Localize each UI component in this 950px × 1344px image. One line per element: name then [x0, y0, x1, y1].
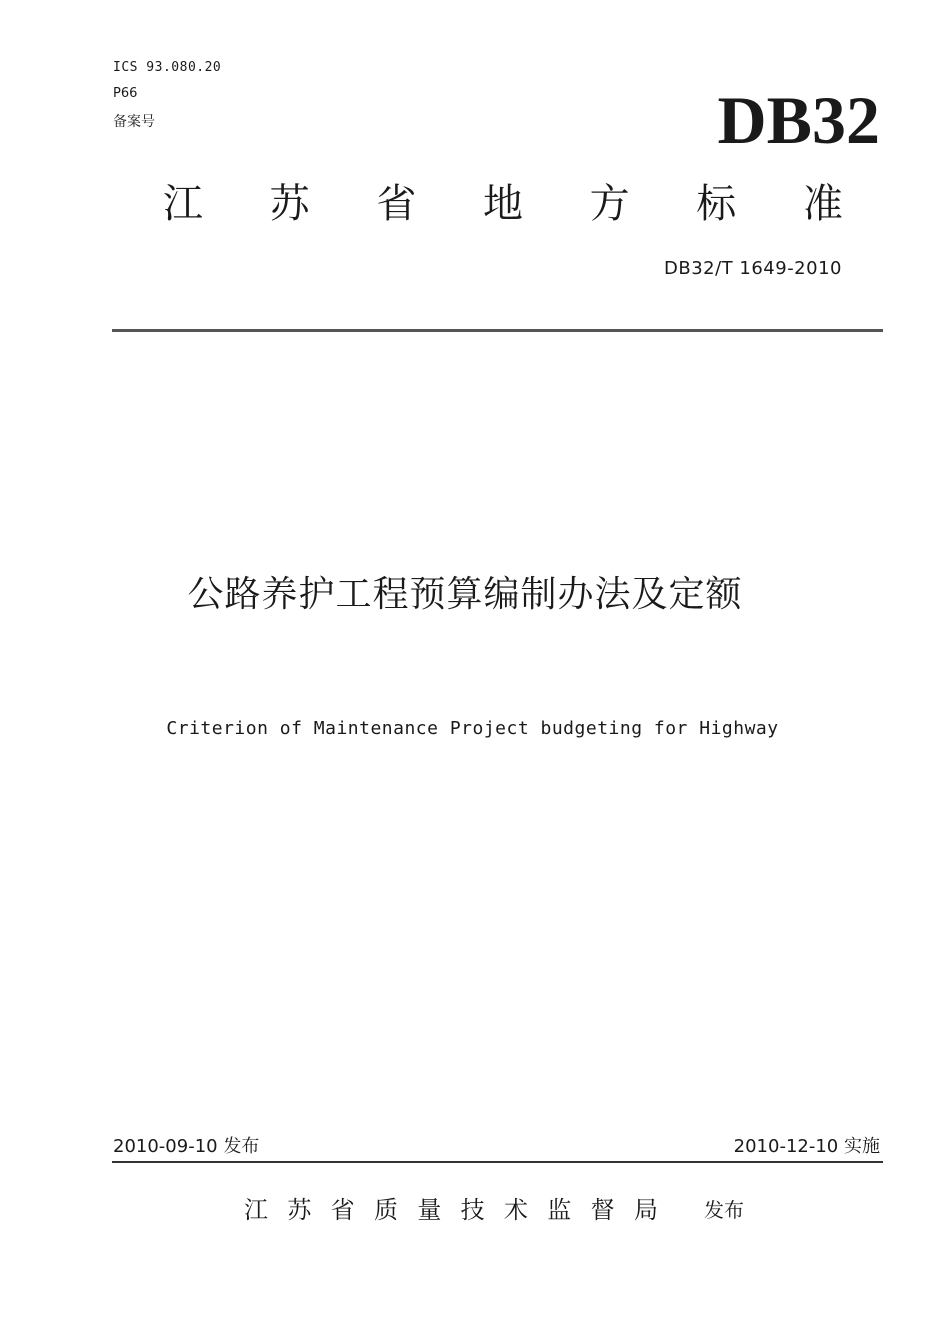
standard-number: DB32/T 1649-2010	[663, 258, 842, 279]
category-char: 标	[696, 181, 737, 227]
issuer-char: 局	[633, 1196, 658, 1224]
issuer-action: 发布	[704, 1198, 744, 1222]
header-divider	[112, 329, 883, 332]
issuer-char: 质	[373, 1196, 398, 1224]
issuer-char: 监	[547, 1196, 572, 1224]
category-char: 准	[802, 181, 843, 227]
standard-category	[163, 172, 843, 229]
issue-date: 2010-09-10 发布	[113, 1136, 260, 1157]
issuer-char: 技	[460, 1196, 485, 1224]
category-char: 地	[482, 181, 523, 227]
issuing-authority	[244, 1190, 658, 1225]
document-title-english: Criterion of Maintenance Project budgeting for Highway	[166, 718, 779, 739]
issuer-char: 量	[417, 1196, 442, 1224]
issuer-char: 术	[503, 1196, 528, 1224]
implementation-date: 2010-12-10 实施	[733, 1136, 880, 1157]
issuer-char: 苏	[287, 1196, 312, 1224]
issuer-char: 督	[590, 1196, 615, 1224]
category-char: 苏	[269, 181, 310, 227]
filing-number-label: 备案号	[113, 114, 155, 130]
document-title-chinese: 公路养护工程预算编制办法及定额	[187, 574, 743, 615]
classification-code: P66	[113, 86, 138, 101]
issuer-char: 江	[244, 1196, 268, 1224]
category-char: 江	[163, 181, 203, 227]
issuer-char: 省	[330, 1196, 355, 1224]
standard-mark: DB32	[717, 82, 880, 158]
footer-divider	[112, 1161, 883, 1163]
ics-code: ICS 93.080.20	[113, 60, 222, 75]
category-char: 方	[589, 181, 630, 227]
category-char: 省	[376, 181, 417, 227]
